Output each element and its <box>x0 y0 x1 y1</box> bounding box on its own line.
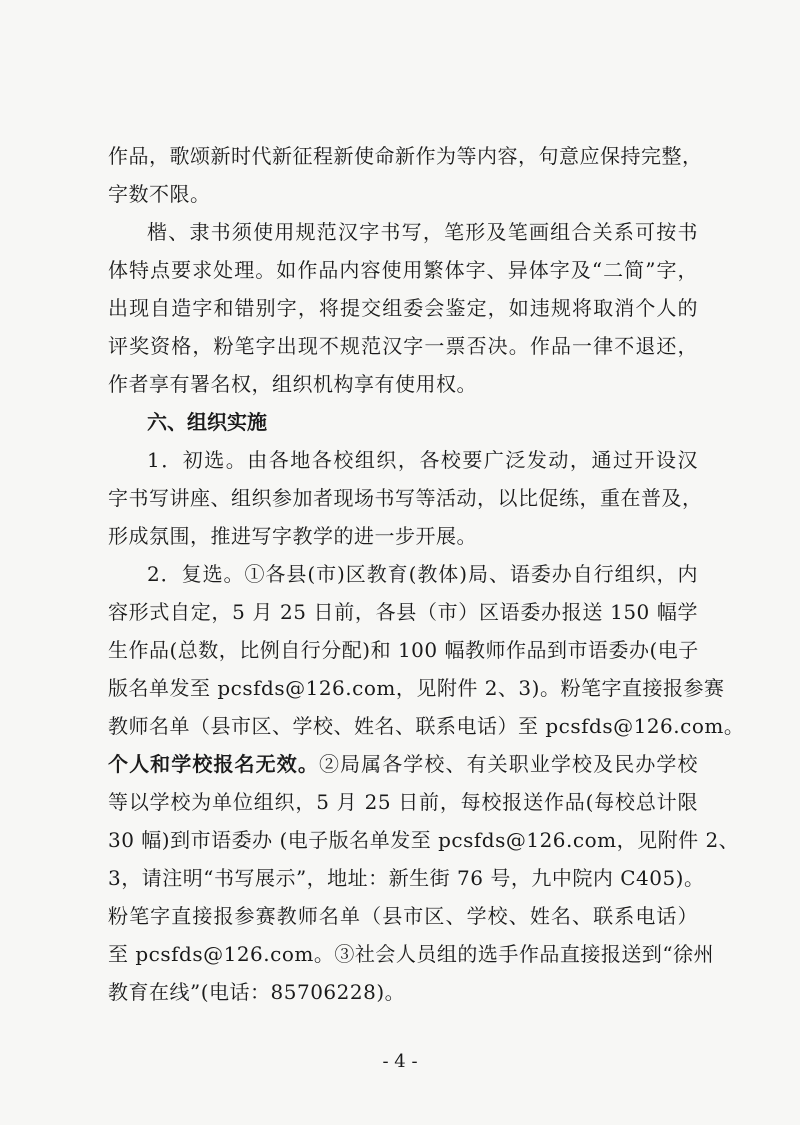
paragraph-line: 楷、隶书须使用规范汉字书写，笔形及笔画组合关系可按书 <box>147 220 698 244</box>
paragraph-line: 出现自造字和错别字，将提交组委会鉴定，如违规将取消个人的 <box>108 296 698 320</box>
paragraph-line: 3，请注明“书写展示”，地址：新生街 76 号，九中院内 C405)。 <box>108 866 705 890</box>
paragraph-line: 字数不限。 <box>108 182 211 206</box>
paragraph-line: 30 幅)到市语委办 (电子版名单发至 pcsfds@126.com，见附件 2、 <box>108 828 740 852</box>
paragraph-line: 作品，歌颂新时代新征程新使命新作为等内容，句意应保持完整， <box>108 144 703 168</box>
paragraph-line: 1．初选。由各地各校组织，各校要广泛发动，通过开设汉 <box>147 448 698 472</box>
bold-phrase: 个人和学校报名无效。 <box>108 752 319 776</box>
paragraph-line: 教师名单（县市区、学校、姓名、联系电话）至 pcsfds@126.com。 <box>108 714 745 738</box>
paragraph-line: 评奖资格，粉笔字出现不规范汉字一票否决。作品一律不退还， <box>108 334 698 358</box>
page-number: - 4 - <box>382 1051 418 1072</box>
paragraph-line: 生作品(总数，比例自行分配)和 100 幅教师作品到市语委办(电子 <box>108 638 699 662</box>
paragraph-line: 作者享有署名权，组织机构享有使用权。 <box>108 372 477 396</box>
paragraph-line: 2．复选。①各县(市)区教育(教体)局、语委办自行组织，内 <box>147 562 698 586</box>
section-heading: 六、组织实施 <box>147 410 267 434</box>
paragraph-line: 形成氛围，推进写字教学的进一步开展。 <box>108 524 477 548</box>
paragraph-line-mixed <box>108 750 698 778</box>
paragraph-line: 体特点要求处理。如作品内容使用繁体字、异体字及“二简”字， <box>108 258 698 282</box>
paragraph-line: 版名单发至 pcsfds@126.com，见附件 2、3)。粉笔字直接报参赛 <box>108 676 725 700</box>
paragraph-line: 至 pcsfds@126.com。③社会人员组的选手作品直接报送到“徐州 <box>108 942 715 966</box>
paragraph-text: ②局属各学校、有关职业学校及民办学校 <box>318 752 699 776</box>
paragraph-line: 字书写讲座、组织参加者现场书写等活动，以比促练，重在普及， <box>108 486 703 510</box>
paragraph-line: 等以学校为单位组织，5 月 25 日前，每校报送作品(每校总计限 <box>108 790 698 814</box>
paragraph-line: 教育在线”(电话：85706228)。 <box>108 980 406 1004</box>
paragraph-line: 容形式自定，5 月 25 日前，各县（市）区语委办报送 150 幅学 <box>108 600 698 624</box>
paragraph-line: 粉笔字直接报参赛教师名单（县市区、学校、姓名、联系电话） <box>108 904 698 928</box>
